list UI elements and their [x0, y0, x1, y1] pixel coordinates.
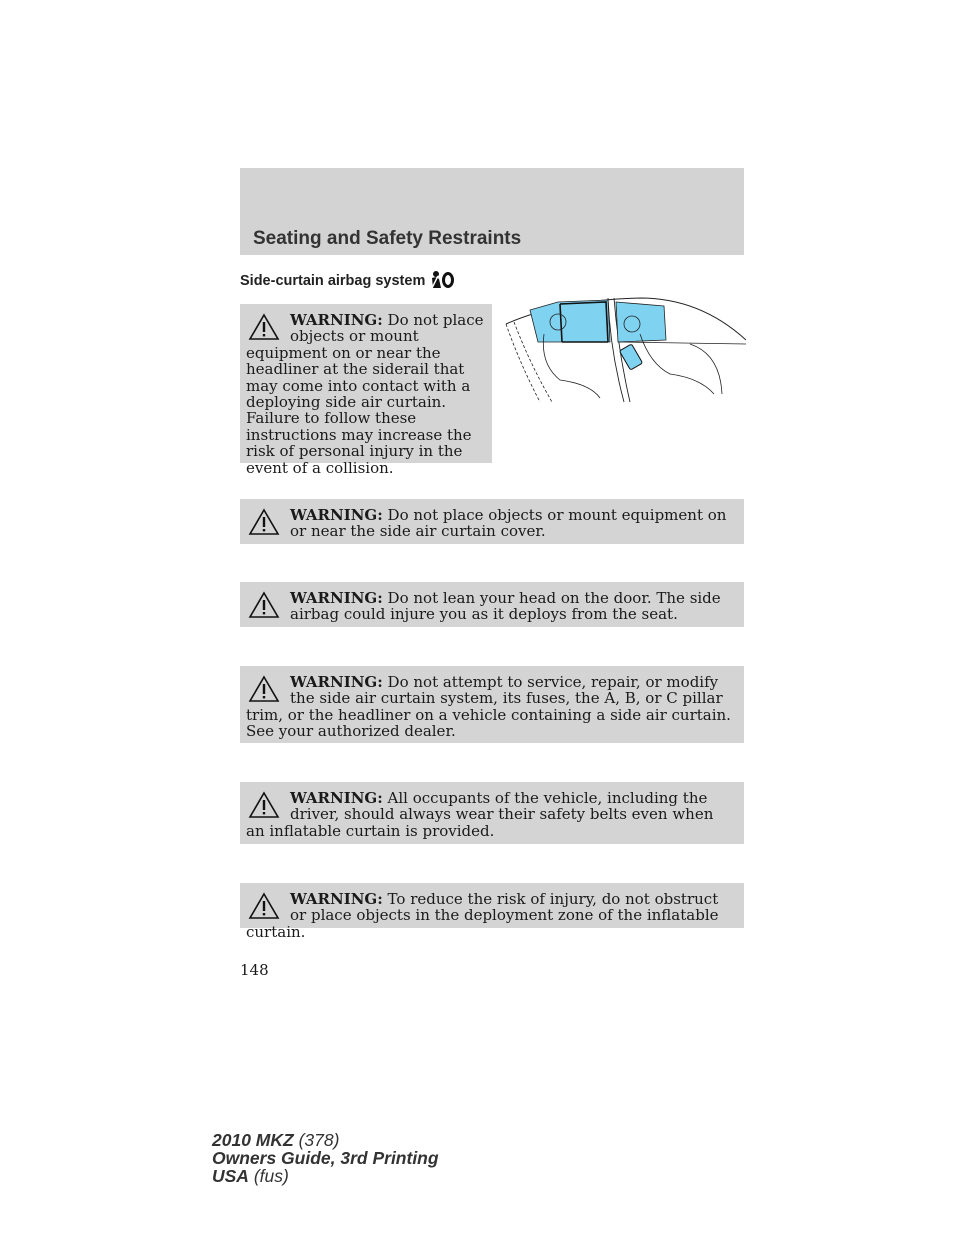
- footer-market: USA: [212, 1166, 249, 1186]
- warning-triangle-icon: [248, 508, 280, 536]
- footer-model: 2010 MKZ: [212, 1130, 294, 1150]
- warning-label: WARNING:: [290, 311, 383, 329]
- warning-triangle-icon: [248, 313, 280, 341]
- warning-text: Do not lean your head on the door. The side airbag could injure you as it deploys from the seat.: [290, 589, 721, 624]
- footer: [212, 1131, 439, 1185]
- warning-triangle-icon: [248, 675, 280, 703]
- warning-box: [240, 666, 744, 743]
- warning-label: WARNING:: [290, 890, 383, 908]
- warning-box: [240, 782, 744, 844]
- page-number: 148: [240, 961, 269, 979]
- warning-text: All occupants of the vehicle, including the driver, should always wear their safety belts even when an inflatable curtain is provided.: [246, 789, 714, 840]
- warning-triangle-icon: [248, 591, 280, 619]
- footer-market-code: (fus): [253, 1166, 289, 1186]
- side-curtain-airbag-illustration: [500, 294, 746, 406]
- warning-text: Do not place objects or mount equipment on or near the side air curtain cover.: [290, 506, 727, 541]
- warning-box: [240, 499, 744, 544]
- warning-label: WARNING:: [290, 589, 383, 607]
- footer-guide: Owners Guide, 3rd Printing: [212, 1148, 439, 1168]
- warning-label: WARNING:: [290, 506, 383, 524]
- warning-triangle-icon: [248, 791, 280, 819]
- warning-box: [240, 304, 492, 477]
- page-title: Seating and Safety Restraints: [253, 228, 522, 249]
- section-heading: [240, 270, 455, 292]
- section-heading-text: Side-curtain airbag system: [240, 273, 426, 289]
- warning-label: WARNING:: [290, 673, 383, 691]
- warning-box: [240, 883, 744, 941]
- warning-text: Do not place objects or mount equipment on or near the headliner at the siderail that may come into contact with a deploying side air curtain. Failure to follow these instructions may increase the risk of personal injury in the event of a collision.: [246, 311, 484, 477]
- warning-label: WARNING:: [290, 789, 383, 807]
- footer-model-code: (378): [298, 1130, 340, 1150]
- warning-text: Do not attempt to service, repair, or modify the side air curtain system, its fuses, the A, B, or C pillar trim, or the headliner on a vehicle containing a side air curtain. See your authorized dealer.: [246, 673, 731, 741]
- warning-box: [240, 582, 744, 627]
- warning-text: To reduce the risk of injury, do not obstruct or place objects in the deployment zone of the inflatable curtain.: [246, 890, 719, 941]
- warning-triangle-icon: [248, 892, 280, 920]
- airbag-seatbelt-icon: [429, 270, 455, 292]
